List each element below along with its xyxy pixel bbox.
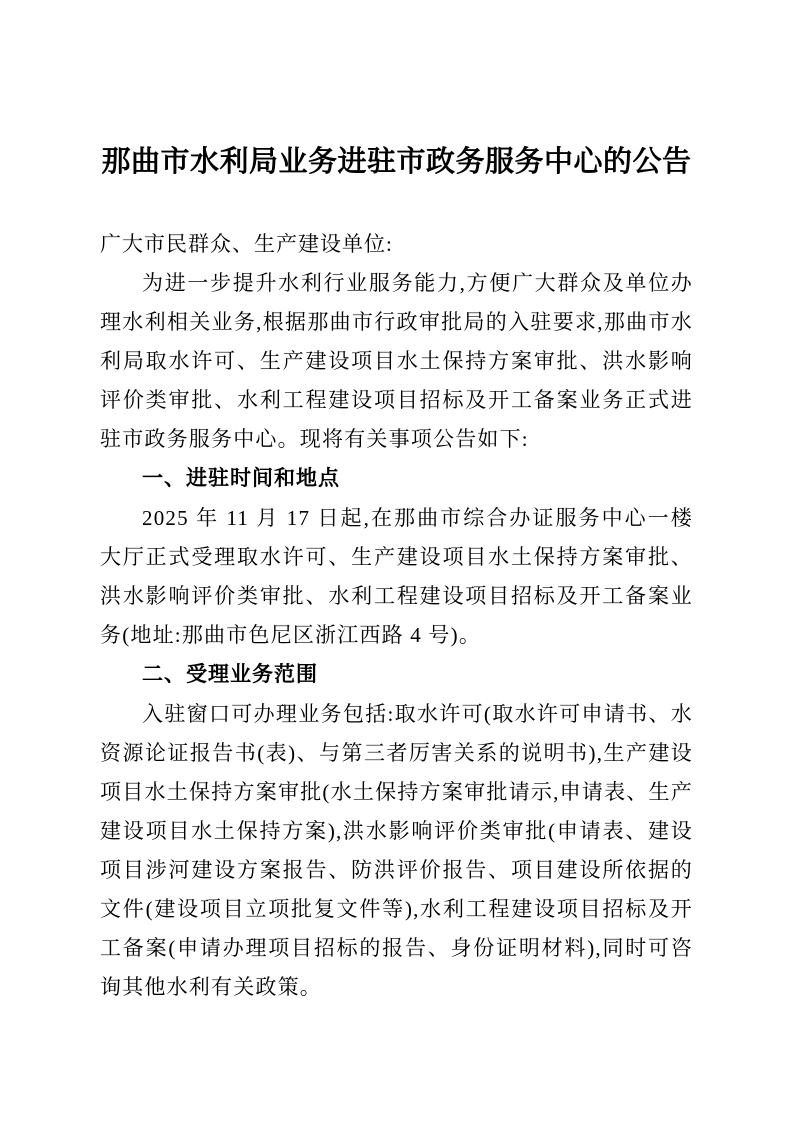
body-paragraph: 入驻窗口可办理业务包括:取水许可(取水许可申请书、水资源论证报告书(表)、与第三者厉害关系的说明书),生产建设项目水土保持方案审批(水土保持方案审批请示,申请表、生产建设项目水土保持方案),洪水影响评价类审批(申请表、建设项目涉河建设方案报告、防洪评价报告、项目建设所依据的文件(建设项目立项批复文件等),水利工程建设项目招标及开工备案(申请办理项目招标的报告、身份证明材料),同时可咨询其他水利有关政策。 [100,702,693,999]
page-title: 那曲市水利局业务进驻市政务服务中心的公告 [101,146,692,178]
document-body [100,264,693,1007]
salutation-line: 广大市民群众、生产建设单位: [100,232,393,256]
section-heading: 一、进驻时间和地点 [142,467,340,490]
body-paragraph: 2025 年 11 月 17 日起,在那曲市综合办证服务中心一楼大厅正式受理取水许可、生产建设项目水土保持方案审批、洪水影响评价类审批、水利工程建设项目招标及开工备案业务(地址:那曲市色尼区浙江西路 4 号)。 [100,506,693,647]
section-heading: 二、受理业务范围 [142,663,318,686]
body-paragraph: 为进一步提升水利行业服务能力,方便广大群众及单位办理水利相关业务,根据那曲市行政审批局的入驻要求,那曲市水利局取水许可、生产建设项目水土保持方案审批、洪水影响评价类审批、水利工程建设项目招标及开工备案业务正式进驻市政务服务中心。现将有关事项公告如下: [100,271,693,451]
